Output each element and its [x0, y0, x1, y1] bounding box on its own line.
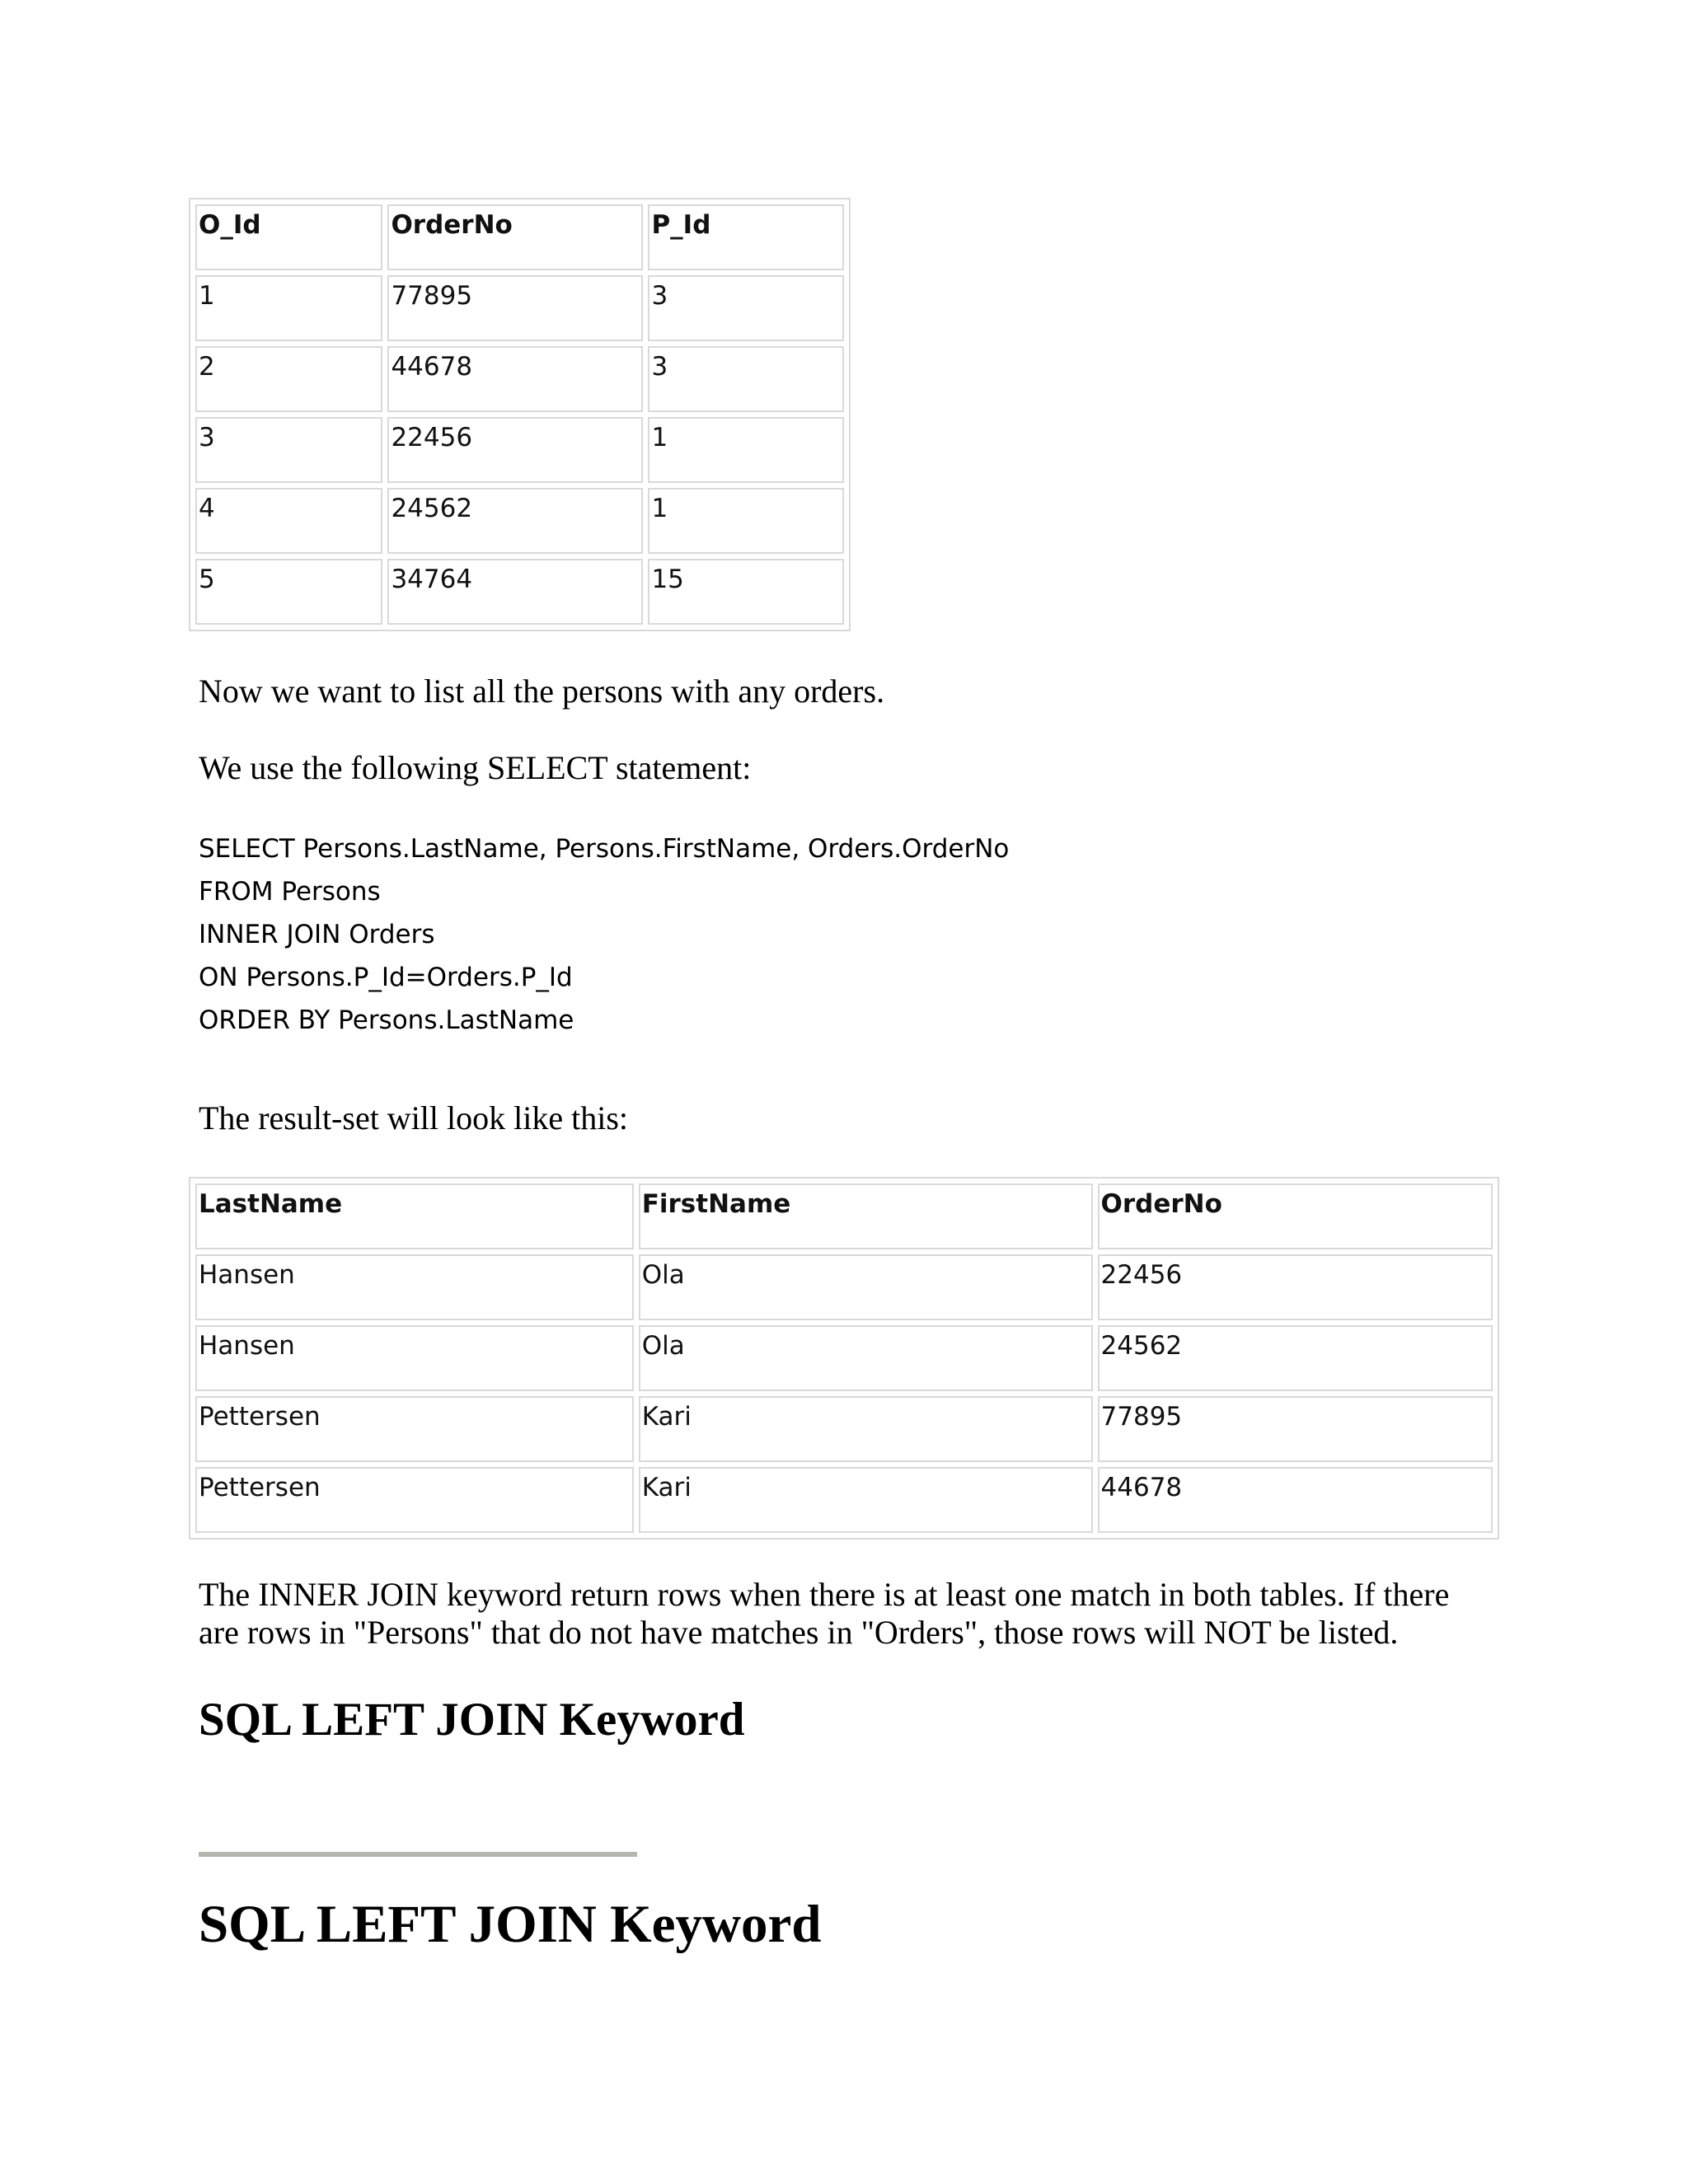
table-header-cell: LastName — [195, 1183, 634, 1249]
section-heading: SQL LEFT JOIN Keyword — [199, 1694, 745, 1746]
section-divider — [199, 1852, 637, 1857]
table-row — [195, 1325, 1493, 1391]
table-header-row — [195, 1183, 1493, 1249]
table-cell: 1 — [648, 417, 844, 483]
table-cell: 44678 — [1098, 1467, 1493, 1533]
table-header-cell: P_Id — [648, 204, 844, 270]
table-row — [195, 346, 844, 412]
table-header-row — [195, 204, 844, 270]
sql-line: INNER JOIN Orders — [199, 920, 435, 949]
table-cell: Kari — [639, 1396, 1093, 1462]
table-cell: Kari — [639, 1467, 1093, 1533]
table-cell: 24562 — [1098, 1325, 1493, 1391]
table-cell: 3 — [195, 417, 382, 483]
table-row — [195, 1396, 1493, 1462]
table-cell: 3 — [648, 346, 844, 412]
table-cell: 77895 — [387, 275, 643, 341]
table-row — [195, 275, 844, 341]
table-cell: Hansen — [195, 1325, 634, 1391]
table-cell: 3 — [648, 275, 844, 341]
table-cell: Pettersen — [195, 1467, 634, 1533]
table-row — [195, 559, 844, 625]
table-cell: 22456 — [387, 417, 643, 483]
sql-line: SELECT Persons.LastName, Persons.FirstName, Orders.OrderNo — [199, 834, 1010, 864]
explanation-line: The INNER JOIN keyword return rows when there is at least one match in both tables. If there — [199, 1576, 1450, 1613]
table-row — [195, 488, 844, 554]
orders-table — [189, 198, 851, 631]
section-heading-large: SQL LEFT JOIN Keyword — [199, 1895, 822, 1954]
table-header-cell: OrderNo — [387, 204, 643, 270]
result-table — [189, 1177, 1499, 1540]
table-cell: 1 — [195, 275, 382, 341]
table-cell: 5 — [195, 559, 382, 625]
table-cell: 44678 — [387, 346, 643, 412]
sql-code-block — [199, 827, 1009, 1042]
table-cell: 2 — [195, 346, 382, 412]
explanation-line: are rows in "Persons" that do not have matches in "Orders", those rows will NOT be listed. — [199, 1614, 1399, 1651]
table-row — [195, 417, 844, 483]
table-cell: Pettersen — [195, 1396, 634, 1462]
table-cell: 34764 — [387, 559, 643, 625]
sql-line: FROM Persons — [199, 877, 381, 907]
table-cell: 77895 — [1098, 1396, 1493, 1462]
intro-paragraph: Now we want to list all the persons with any orders. — [199, 673, 885, 710]
select-intro-paragraph: We use the following SELECT statement: — [199, 749, 752, 786]
table-cell: Hansen — [195, 1254, 634, 1320]
table-cell: 22456 — [1098, 1254, 1493, 1320]
table-cell: 15 — [648, 559, 844, 625]
table-row — [195, 1254, 1493, 1320]
table-cell: Ola — [639, 1325, 1093, 1391]
table-cell: 1 — [648, 488, 844, 554]
table-cell: 4 — [195, 488, 382, 554]
table-header-cell: FirstName — [639, 1183, 1093, 1249]
table-cell: Ola — [639, 1254, 1093, 1320]
table-header-cell: OrderNo — [1098, 1183, 1493, 1249]
sql-line: ON Persons.P_Id=Orders.P_Id — [199, 963, 573, 992]
table-cell: 24562 — [387, 488, 643, 554]
result-intro-paragraph: The result-set will look like this: — [199, 1099, 629, 1137]
table-header-cell: O_Id — [195, 204, 382, 270]
table-row — [195, 1467, 1493, 1533]
sql-line: ORDER BY Persons.LastName — [199, 1005, 574, 1035]
